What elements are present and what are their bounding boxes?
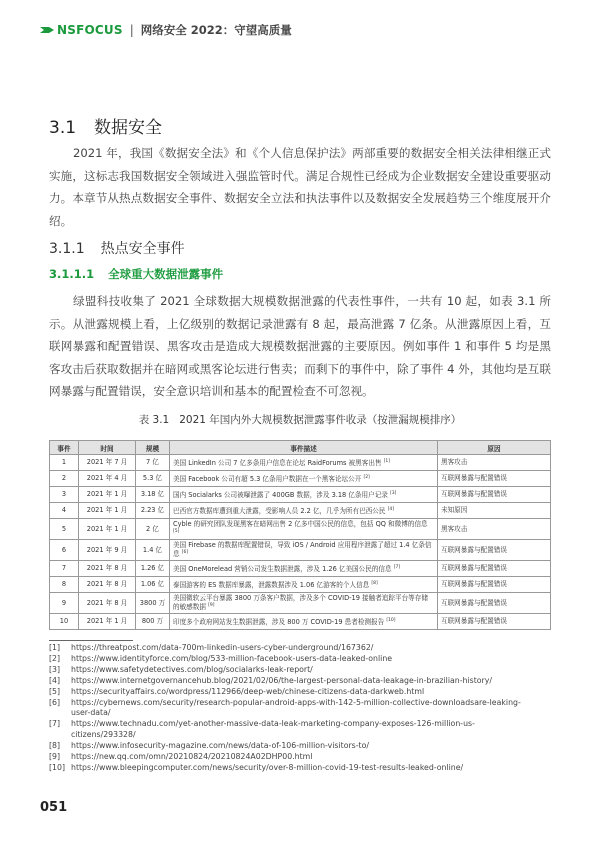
footnote-ref-link[interactable]: [6]: [181, 550, 189, 556]
footnote-tag: [8]: [49, 741, 61, 751]
footnote-url-line: https://cybernews.com/security/research-popular-android-apps-with-142-5-million-collective-downloadsare-leaking-: [71, 697, 521, 707]
cell-scale: 5.3 亿: [136, 471, 170, 487]
footnote-url-line: https://www.identityforce.com/blog/533-million-facebook-users-data-leaked-online: [71, 653, 393, 663]
footnote-url-line: user-data/: [71, 708, 111, 718]
column-header-time: 时间: [79, 441, 136, 455]
table-row: [50, 561, 551, 577]
cell-event: 1: [50, 455, 79, 471]
cell-time: 2021 年 8 月: [79, 561, 136, 577]
body-paragraph: [49, 290, 551, 403]
cell-event: 6: [50, 540, 79, 561]
footnote-url[interactable]: [71, 676, 551, 687]
table-row: [50, 503, 551, 519]
footnote-tag: [10]: [49, 762, 66, 772]
cell-reason: 未知原因: [438, 503, 551, 519]
footnote-item: [49, 752, 551, 763]
logo-text: NSFOCUS: [57, 23, 123, 37]
footnote-tag: [7]: [49, 719, 61, 729]
nsfocus-logo: [40, 23, 123, 37]
intro-paragraph: [49, 142, 551, 232]
table-row: [50, 487, 551, 503]
cell-time: 2021 年 7 月: [79, 455, 136, 471]
table-row: [50, 614, 551, 630]
footnote-tag: [9]: [49, 752, 61, 762]
table-row: [50, 519, 551, 540]
cell-event: 3: [50, 487, 79, 503]
table-header-row: [50, 441, 551, 455]
footnote-url-line: https://www.technadu.com/yet-another-massive-data-leak-marketing-company-exposes-126-million-us-: [71, 719, 475, 729]
cell-time: 2021 年 8 月: [79, 577, 136, 593]
cell-scale: 1.06 亿: [136, 577, 170, 593]
header-separator: |: [129, 23, 134, 37]
cell-reason: 互联网暴露与配置错误: [438, 540, 551, 561]
intro-text: 2021 年，我国《数据安全法》和《个人信息保护法》两部重要的数据安全相关法律相继正式实施，这标志我国数据安全领域进入强监管时代。满足合规性已经成为企业数据安全建设重要驱动力。本章节从热点数据安全事件、数据安全立法和执法事件以及数据安全发展趋势三个维度展开介绍。: [49, 146, 551, 228]
cell-description: [170, 561, 438, 577]
cell-event: 9: [50, 593, 79, 614]
footnote-item: [49, 763, 551, 774]
footnote-url[interactable]: [71, 763, 551, 774]
footnote-tag: [6]: [49, 697, 61, 707]
cell-time: 2021 年 9 月: [79, 540, 136, 561]
cell-scale: 800 万: [136, 614, 170, 630]
cell-description: [170, 455, 438, 471]
table-row: [50, 455, 551, 471]
cell-event: 4: [50, 503, 79, 519]
description-text: 美国 Firebase 的数据库配置错误，导致 iOS / Android 应用程序泄露了超过 1.4 亿条信息: [173, 541, 432, 559]
subsection-title: 热点安全事件: [100, 241, 185, 257]
column-header-scale: 规模: [136, 441, 170, 455]
cell-time: 2021 年 1 月: [79, 614, 136, 630]
header-title: 网络安全 2022：守望高质量: [140, 23, 292, 37]
footnote-ref-link[interactable]: [5]: [173, 529, 180, 535]
footnote-tag: [3]: [49, 664, 61, 674]
footnote-tag: [4]: [49, 675, 61, 685]
table-caption-text: 2021 年国内外大规模数据泄露事件收录（按泄漏规模排序）: [179, 414, 462, 426]
footnote-ref-link[interactable]: [2]: [363, 474, 370, 480]
description-text: 美国 OneMorelead 营销公司发生数据泄露，涉及 1.26 亿美国公民的信息: [173, 564, 392, 573]
description-text: 巴西官方数据库遭到重大泄露，受影响人员 2.2 亿，几乎为所有巴西公民: [173, 506, 386, 515]
footnote-url[interactable]: [71, 698, 551, 720]
cell-description: [170, 503, 438, 519]
cell-event: 8: [50, 577, 79, 593]
footnote-item: [49, 687, 551, 698]
cell-scale: 3.18 亿: [136, 487, 170, 503]
section-title: 数据安全: [94, 118, 163, 138]
table-row: [50, 471, 551, 487]
subsubsection-number: 3.1.1.1: [49, 267, 95, 281]
description-text: 美国 LinkedIn 公司 7 亿多条用户信息在论坛 RaidForums 被黑客出售: [173, 458, 382, 467]
cell-time: 2021 年 1 月: [79, 503, 136, 519]
column-header-reason: 原因: [438, 441, 551, 455]
cell-description: [170, 577, 438, 593]
subsubsection-heading: [49, 266, 223, 282]
footnote-ref-link[interactable]: [8]: [371, 580, 378, 586]
cell-description: [170, 471, 438, 487]
table-caption-number: 表 3.1: [138, 414, 170, 426]
cell-reason: 黑客攻击: [438, 519, 551, 540]
table-row: [50, 577, 551, 593]
footnote-url-line: https://www.internetgovernancehub.blog/2021/02/06/the-largest-personal-data-leakage-in-brazilian-history/: [71, 675, 492, 685]
footnote-url-line: https://securityaffairs.co/wordpress/112966/deep-web/chinese-citizens-data-darkweb.html: [71, 686, 425, 696]
cell-event: 5: [50, 519, 79, 540]
cell-reason: 互联网暴露与配置错误: [438, 577, 551, 593]
footnote-ref-link[interactable]: [7]: [393, 564, 401, 570]
footnote-tag: [2]: [49, 653, 61, 663]
footnote-url[interactable]: [71, 752, 551, 763]
description-text: 泰国游客的 ES 数据库暴露，泄露数据涉及 1.06 亿游客的个人信息: [173, 580, 370, 589]
subsection-heading: [49, 238, 185, 258]
footnote-item: [49, 719, 551, 741]
cell-reason: 互联网暴露与配置错误: [438, 593, 551, 614]
cell-reason: 黑客攻击: [438, 455, 551, 471]
footnote-item: [49, 665, 551, 676]
page-header: [40, 20, 292, 40]
description-text: 美国 Facebook 公司有超 5.3 亿条用户数据在一个黑客论坛公开: [173, 474, 362, 483]
subsubsection-title: 全球重大数据泄露事件: [108, 267, 224, 281]
footnote-url[interactable]: [71, 741, 551, 752]
cell-reason: 互联网暴露与配置错误: [438, 471, 551, 487]
cell-reason: 互联网暴露与配置错误: [438, 614, 551, 630]
cell-description: [170, 593, 438, 614]
footnote-tag: [1]: [49, 643, 61, 652]
cell-scale: 1.26 亿: [136, 561, 170, 577]
footnote-url[interactable]: [71, 643, 551, 654]
footnote-ref-link[interactable]: [9]: [208, 603, 215, 609]
cell-scale: 1.4 亿: [136, 540, 170, 561]
cell-time: 2021 年 4 月: [79, 471, 136, 487]
table-caption: [0, 412, 600, 427]
footnotes: [49, 643, 551, 774]
cell-reason: 互联网暴露与配置错误: [438, 561, 551, 577]
description-text: 美国微软云平台暴露 3800 万条客户数据，涉及多个 COVID-19 接触者追踪平台等存储的敏感数据: [173, 594, 428, 612]
table-row: [50, 540, 551, 561]
footnote-item: [49, 698, 551, 720]
table-row: [50, 593, 551, 614]
cell-time: 2021 年 1 月: [79, 487, 136, 503]
description-text: Cyble 的研究团队发现黑客在暗网出售 2 亿多中国公民的信息，包括 QQ 和微博的信息: [173, 520, 428, 528]
footnote-url-line: citizens/293328/: [71, 730, 136, 740]
cell-scale: 2 亿: [136, 519, 170, 540]
body-text: 绿盟科技收集了 2021 全球数据大规模数据泄露的代表性事件，一共有 10 起，如表 3.1 所示。从泄露规模上看，上亿级别的数据记录泄露有 8 起，最高泄露 7 亿条。从泄露原因上看，互联网暴露和配置错误、黑客攻击是造成大规模数据泄露的主要原因。例如事件 1 和事件 5 均是黑客攻击后获取数据并在暗网或黑客论坛进行售卖；而剩下的事件中，除了事件 4 外，其他均是互联网暴露与配置错误，安全意识培训和基本的配置检查不可忽视。: [49, 294, 551, 398]
description-text: 国内 Socialarks 公司被曝泄露了 400GB 数据，涉及 3.18 亿条用户记录: [173, 490, 388, 499]
cell-description: [170, 614, 438, 630]
cell-time: 2021 年 1 月: [79, 519, 136, 540]
section-number: 3.1: [49, 118, 77, 138]
footnote-ref-link[interactable]: [3]: [390, 490, 397, 496]
footnote-url[interactable]: [71, 687, 551, 698]
footnote-url-line: https://new.qq.com/omn/20210824/20210824A02DHP00.html: [71, 752, 313, 762]
footnote-item: [49, 741, 551, 752]
footnote-item: [49, 654, 551, 665]
cell-time: 2021 年 8 月: [79, 593, 136, 614]
footnote-ref-link[interactable]: [1]: [383, 458, 391, 464]
footnote-tag: [5]: [49, 686, 61, 696]
cell-description: [170, 519, 438, 540]
cell-reason: 互联网暴露与配置错误: [438, 487, 551, 503]
footnote-item: [49, 643, 551, 654]
footnote-url-line: https://www.infosecurity-magazine.com/news/data-of-106-million-visitors-to/: [71, 741, 369, 751]
cell-event: 7: [50, 561, 79, 577]
cell-description: [170, 540, 438, 561]
footnote-divider: [49, 640, 133, 641]
footnote-url[interactable]: [71, 654, 551, 665]
column-header-event: 事件: [50, 441, 79, 455]
description-text: 印度多个政府网站发生数据泄露，涉及 800 万 COVID-19 患者检测报告: [173, 617, 385, 626]
cell-scale: 7 亿: [136, 455, 170, 471]
footnote-url-line: https://www.safetydetectives.com/blog/socialarks-leak-report/: [71, 664, 313, 674]
footnote-item: [49, 676, 551, 687]
subsection-number: 3.1.1: [49, 241, 85, 257]
cell-scale: 3800 万: [136, 593, 170, 614]
column-header-description: 事件描述: [170, 441, 438, 455]
section-heading: [49, 113, 162, 138]
cell-scale: 2.23 亿: [136, 503, 170, 519]
footnote-ref-link[interactable]: [10]: [386, 617, 396, 623]
nsfocus-logo-mark-icon: [40, 25, 54, 35]
data-leak-table: [49, 440, 551, 630]
footnote-url-line: https://threatpost.com/data-700m-linkedin-users-cyber-underground/167362/: [71, 643, 374, 652]
footnote-url[interactable]: [71, 665, 551, 676]
cell-event: 10: [50, 614, 79, 630]
footnote-url[interactable]: [71, 719, 551, 741]
cell-description: [170, 487, 438, 503]
footnote-url-line: https://www.bleepingcomputer.com/news/security/over-8-million-covid-19-test-results-leaked-online/: [71, 762, 464, 772]
cell-event: 2: [50, 471, 79, 487]
page-number: 051: [40, 800, 68, 815]
footnote-ref-link[interactable]: [4]: [387, 506, 394, 512]
